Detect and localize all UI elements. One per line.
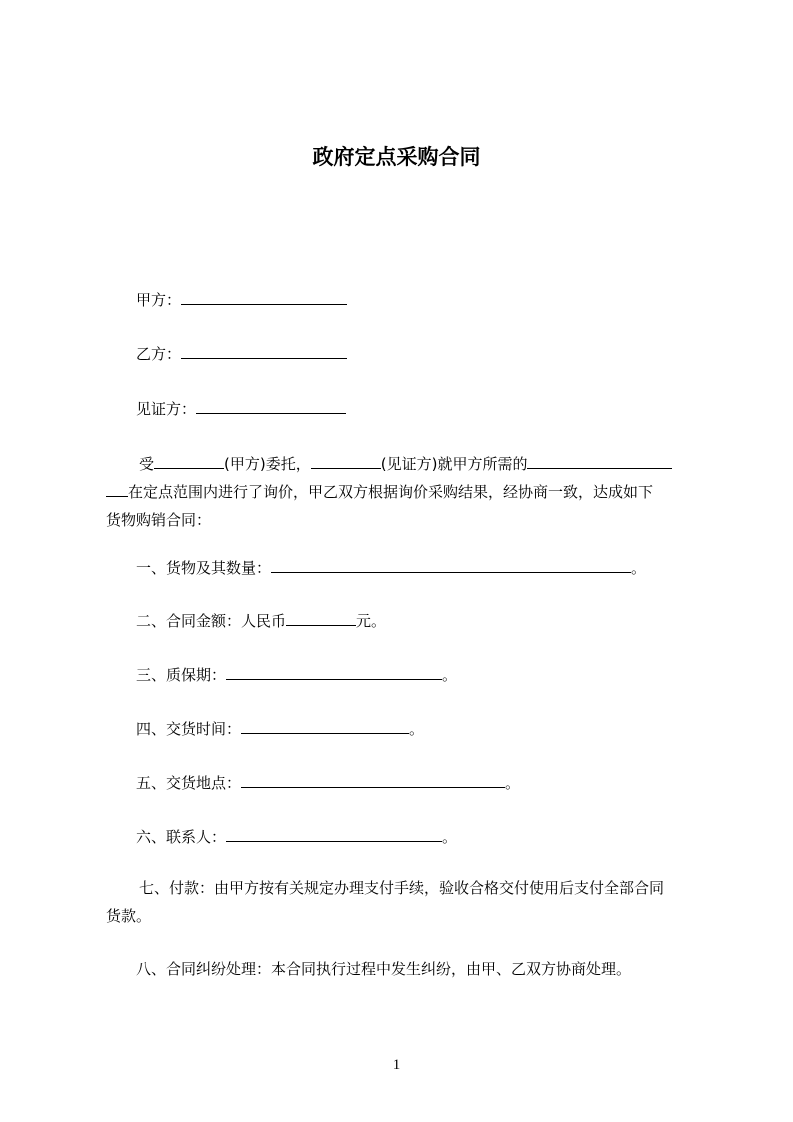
witness-label: 见证方： xyxy=(136,400,197,418)
clause-1-blank xyxy=(271,557,631,573)
clause-3-period: 。 xyxy=(442,666,458,684)
intro-text-2: (甲方)委托， xyxy=(224,455,311,473)
intro-blank-4 xyxy=(106,481,128,497)
clause-4-blank xyxy=(241,718,409,734)
clause-5 xyxy=(136,772,520,794)
party-a-line xyxy=(136,289,347,311)
clause-3-label: 三、质保期： xyxy=(136,666,227,684)
clause-5-period: 。 xyxy=(505,774,521,792)
clause-5-blank xyxy=(241,772,505,788)
clause-6-blank xyxy=(226,826,442,842)
clause-4-label: 四、交货时间： xyxy=(136,720,242,738)
party-a-blank xyxy=(181,289,347,305)
intro-blank-3 xyxy=(527,453,672,469)
intro-text-3: (见证方)就甲方所需的 xyxy=(380,455,528,473)
clause-2-suffix: 元。 xyxy=(356,612,387,630)
intro-line-3 xyxy=(106,506,706,534)
clause-2-label: 二、合同金额：人民币 xyxy=(136,612,287,630)
party-a-label: 甲方： xyxy=(136,291,182,309)
intro-blank-2 xyxy=(311,453,381,469)
clause-7-line-2: 货款。 xyxy=(106,907,152,925)
clause-6-label: 六、联系人： xyxy=(136,828,227,846)
clause-7 xyxy=(106,874,706,930)
intro-text-1: 受 xyxy=(139,455,155,473)
clause-6 xyxy=(136,826,457,848)
party-b-line xyxy=(136,343,347,365)
party-b-label: 乙方： xyxy=(136,345,182,363)
clause-5-label: 五、交货地点： xyxy=(136,774,242,792)
witness-line xyxy=(136,398,346,420)
document-title: 政府定点采购合同 xyxy=(312,145,481,169)
clause-7-line-1: 七、付款：由甲方按有关规定办理支付手续，验收合格交付使用后支付全部合同 xyxy=(139,879,665,897)
clause-1-label: 一、货物及其数量： xyxy=(136,559,272,577)
clause-4-period: 。 xyxy=(409,720,425,738)
clause-8-text: 八、合同纠纷处理：本合同执行过程中发生纠纷，由甲、乙双方协商处理。 xyxy=(136,960,632,978)
intro-text-4: 在定点范围内进行了询价，甲乙双方根据询价采购结果，经协商一致，达成如下 xyxy=(128,483,654,501)
clause-3 xyxy=(136,664,457,686)
clause-1-period: 。 xyxy=(631,559,647,577)
intro-text-5: 货物购销合同： xyxy=(106,511,212,529)
clause-8 xyxy=(136,958,631,980)
intro-paragraph xyxy=(106,450,706,534)
witness-blank xyxy=(196,398,346,414)
intro-line-1 xyxy=(106,450,706,478)
clause-1 xyxy=(136,557,646,579)
clause-2-blank xyxy=(286,610,356,626)
intro-line-2 xyxy=(106,478,706,506)
clause-3-blank xyxy=(226,664,442,680)
clause-4 xyxy=(136,718,424,740)
clause-2 xyxy=(136,610,386,632)
intro-blank-1 xyxy=(154,453,224,469)
page-number: 1 xyxy=(392,1057,401,1073)
party-b-blank xyxy=(181,343,347,359)
clause-6-period: 。 xyxy=(442,828,458,846)
